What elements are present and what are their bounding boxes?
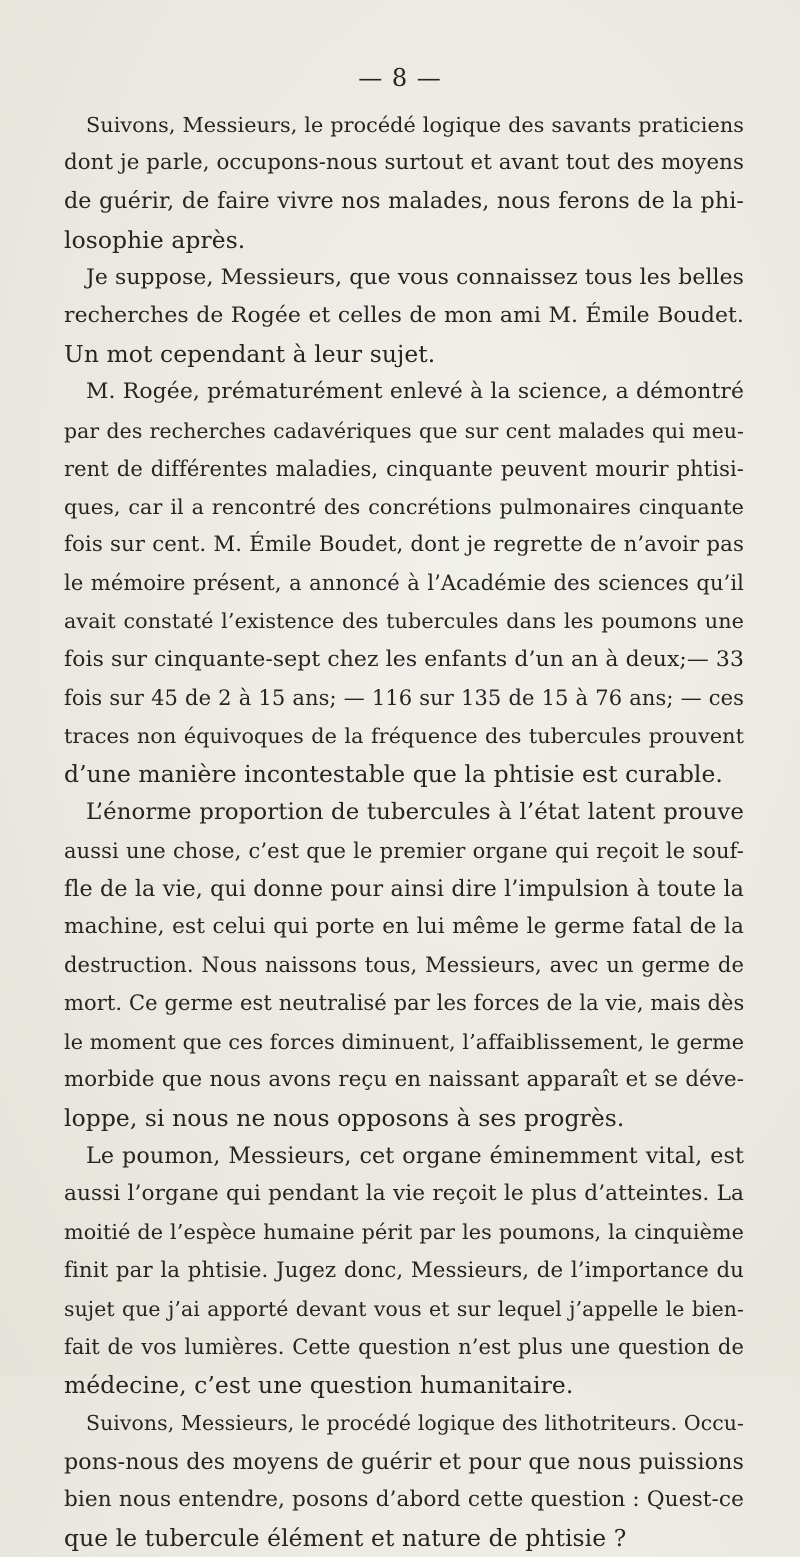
- text-line: de guérir, de faire vivre nos malades, nous ferons de la phi-: [64, 188, 744, 215]
- text-line: machine, est celui qui porte en lui même le germe fatal de la: [64, 913, 744, 939]
- text-line: moitié de l’espèce humaine périt par les poumons, la cinquième: [64, 1220, 744, 1245]
- text-line: Je suppose, Messieurs, que vous connaissez tous les belles: [86, 264, 744, 290]
- text-line: Suivons, Messieurs, le procédé logique des lithotriteurs. Occu-: [86, 1411, 744, 1436]
- text-line: Suivons, Messieurs, le procédé logique des savants praticiens: [86, 113, 744, 137]
- text-line: loppe, si nous ne nous opposons à ses progrès.: [64, 1103, 625, 1132]
- text-line: avait constaté l’existence des tubercules dans les poumons une: [64, 609, 744, 634]
- text-line: L’énorme proportion de tubercules à l’état latent prouve: [86, 799, 744, 826]
- text-line: Un mot cependant à leur sujet.: [64, 340, 436, 369]
- text-line: losophie après.: [64, 225, 246, 254]
- text-line: destruction. Nous naissons tous, Messieurs, avec un germe de: [64, 953, 744, 978]
- text-line: mort. Ce germe est neutralisé par les forces de la vie, mais dès: [64, 991, 745, 1016]
- text-line: fait de vos lumières. Cette question n’est plus une question de: [64, 1335, 744, 1359]
- text-line: fois sur 45 de 2 à 15 ans; — 116 sur 135 de 15 à 76 ans; — ces: [64, 685, 744, 710]
- text-line: rent de différentes maladies, cinquante peuvent mourir phtisi-: [64, 456, 744, 481]
- text-line: bien nous entendre, posons d’abord cette question : Quest-ce: [64, 1486, 744, 1512]
- text-line: par des recherches cadavériques que sur cent malades qui meu-: [64, 418, 744, 443]
- text-line: dont je parle, occupons-nous surtout et avant tout des moyens: [64, 150, 744, 176]
- text-line: traces non équivoques de la fréquence des tubercules prouvent: [64, 724, 744, 748]
- text-line: morbide que nous avons reçu en naissant apparaît et se déve-: [64, 1066, 744, 1092]
- text-line: le moment que ces forces diminuent, l’affaiblissement, le germe: [64, 1029, 745, 1054]
- text-line: M. Rogée, prématurément enlevé à la science, a démontré: [86, 379, 744, 405]
- text-line: finit par la phtisie. Jugez donc, Messieurs, de l’importance du: [64, 1257, 744, 1283]
- text-line: Le poumon, Messieurs, cet organe éminemment vital, est: [86, 1143, 744, 1170]
- text-line: aussi l’organe qui pendant la vie reçoit le plus d’atteintes. La: [64, 1181, 744, 1207]
- text-line: d’une manière incontestable que la phtisie est curable.: [64, 760, 723, 789]
- text-line: ques, car il a rencontré des concrétions pulmonaires cinquante: [64, 494, 744, 519]
- text-line: le mémoire présent, a annoncé à l’Académie des sciences qu’il: [64, 571, 744, 596]
- text-line: fle de la vie, qui donne pour ainsi dire l’impulsion à toute la: [64, 875, 744, 902]
- text-line: fois sur cinquante-sept chez les enfants d’un an à deux;— 33: [64, 646, 744, 672]
- text-line: fois sur cent. M. Émile Boudet, dont je regrette de n’avoir pas: [64, 532, 744, 558]
- text-line: recherches de Rogée et celles de mon ami M. Émile Boudet.: [64, 302, 744, 328]
- text-line: que le tubercule élément et nature de phtisie ?: [64, 1523, 627, 1552]
- body-text: [64, 106, 744, 1557]
- text-line: pons-nous des moyens de guérir et pour que nous puissions: [64, 1448, 744, 1475]
- text-line: médecine, c’est une question humanitaire.: [64, 1371, 574, 1400]
- text-line: sujet que j’ai apporté devant vous et sur lequel j’appelle le bien-: [64, 1296, 744, 1321]
- page-number: — 8 —: [358, 64, 442, 92]
- text-line: aussi une chose, c’est que le premier organe qui reçoit le souf-: [64, 838, 744, 863]
